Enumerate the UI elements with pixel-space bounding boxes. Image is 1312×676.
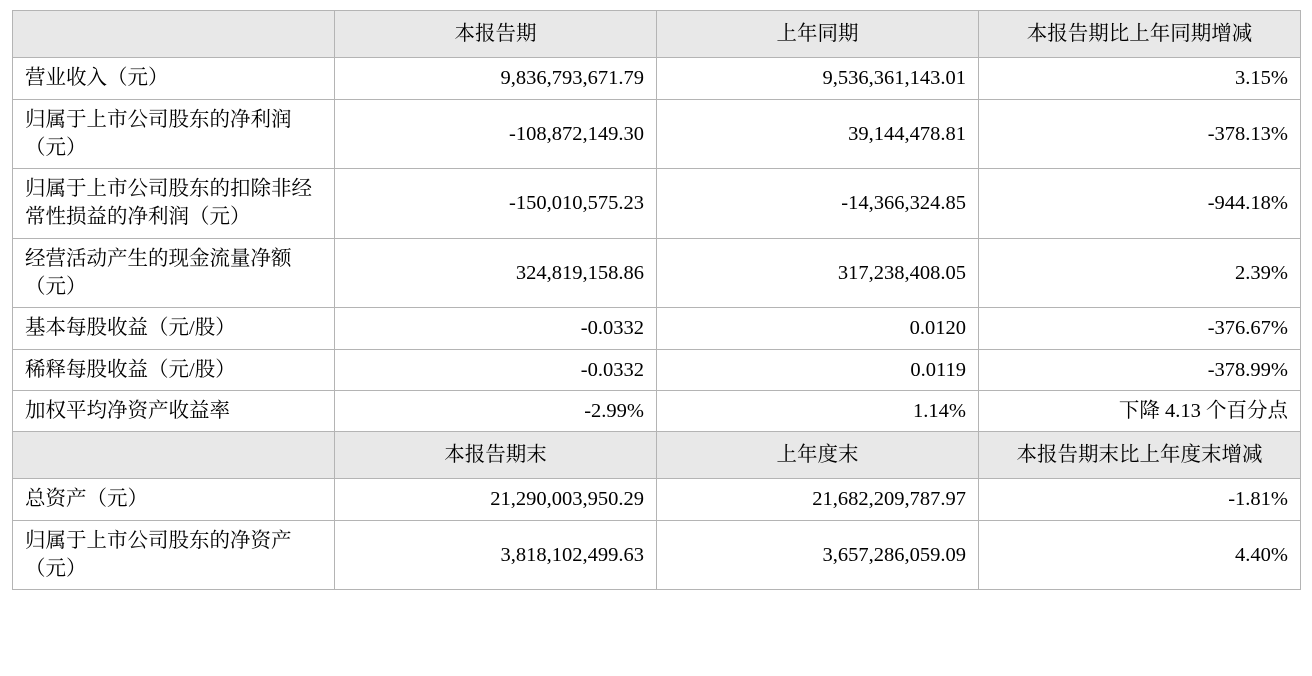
row-label-total-assets: 总资产（元） [13, 479, 335, 520]
header-period-end-change: 本报告期末比上年度末增减 [979, 432, 1301, 479]
financial-summary-table [12, 10, 1301, 590]
table-row [13, 169, 1301, 239]
row-label-basic-eps: 基本每股收益（元/股） [13, 308, 335, 349]
row-value-current: 324,819,158.86 [335, 238, 657, 308]
row-value-change: 4.40% [979, 520, 1301, 590]
row-value-previous: 0.0119 [657, 349, 979, 390]
table-row [13, 520, 1301, 590]
row-value-current: 9,836,793,671.79 [335, 58, 657, 99]
row-value-previous: 21,682,209,787.97 [657, 479, 979, 520]
row-value-change: -378.99% [979, 349, 1301, 390]
row-value-change: 下降 4.13 个百分点 [979, 390, 1301, 431]
row-value-current: -2.99% [335, 390, 657, 431]
row-value-change: 2.39% [979, 238, 1301, 308]
table-row [13, 390, 1301, 431]
table-header-row-period-end [13, 432, 1301, 479]
row-value-current: 3,818,102,499.63 [335, 520, 657, 590]
table-row [13, 99, 1301, 169]
header-blank-cell [13, 11, 335, 58]
row-value-previous: 39,144,478.81 [657, 99, 979, 169]
header-period-change: 本报告期比上年同期增减 [979, 11, 1301, 58]
row-value-previous: 9,536,361,143.01 [657, 58, 979, 99]
row-value-previous: 1.14% [657, 390, 979, 431]
row-value-current: 21,290,003,950.29 [335, 479, 657, 520]
row-label-diluted-eps: 稀释每股收益（元/股） [13, 349, 335, 390]
header-current-period: 本报告期 [335, 11, 657, 58]
table-row [13, 58, 1301, 99]
table-row [13, 349, 1301, 390]
row-value-previous: -14,366,324.85 [657, 169, 979, 239]
row-value-change: -1.81% [979, 479, 1301, 520]
row-value-change: -378.13% [979, 99, 1301, 169]
table-row [13, 479, 1301, 520]
row-label-net-assets: 归属于上市公司股东的净资产（元） [13, 520, 335, 590]
header-previous-year-end: 上年度末 [657, 432, 979, 479]
row-label-net-profit: 归属于上市公司股东的净利润（元） [13, 99, 335, 169]
table-row [13, 308, 1301, 349]
row-label-net-profit-deducted: 归属于上市公司股东的扣除非经常性损益的净利润（元） [13, 169, 335, 239]
header-previous-period: 上年同期 [657, 11, 979, 58]
row-value-current: -0.0332 [335, 349, 657, 390]
row-value-current: -108,872,149.30 [335, 99, 657, 169]
row-label-operating-cashflow: 经营活动产生的现金流量净额（元） [13, 238, 335, 308]
financial-summary-sheet [0, 10, 1312, 676]
row-value-previous: 317,238,408.05 [657, 238, 979, 308]
row-value-previous: 0.0120 [657, 308, 979, 349]
row-value-current: -0.0332 [335, 308, 657, 349]
row-value-change: 3.15% [979, 58, 1301, 99]
header-current-period-end: 本报告期末 [335, 432, 657, 479]
row-label-roe: 加权平均净资产收益率 [13, 390, 335, 431]
row-value-change: -944.18% [979, 169, 1301, 239]
row-value-previous: 3,657,286,059.09 [657, 520, 979, 590]
table-header-row-period [13, 11, 1301, 58]
header-blank-cell-2 [13, 432, 335, 479]
row-label-revenue: 营业收入（元） [13, 58, 335, 99]
row-value-current: -150,010,575.23 [335, 169, 657, 239]
table-row [13, 238, 1301, 308]
row-value-change: -376.67% [979, 308, 1301, 349]
